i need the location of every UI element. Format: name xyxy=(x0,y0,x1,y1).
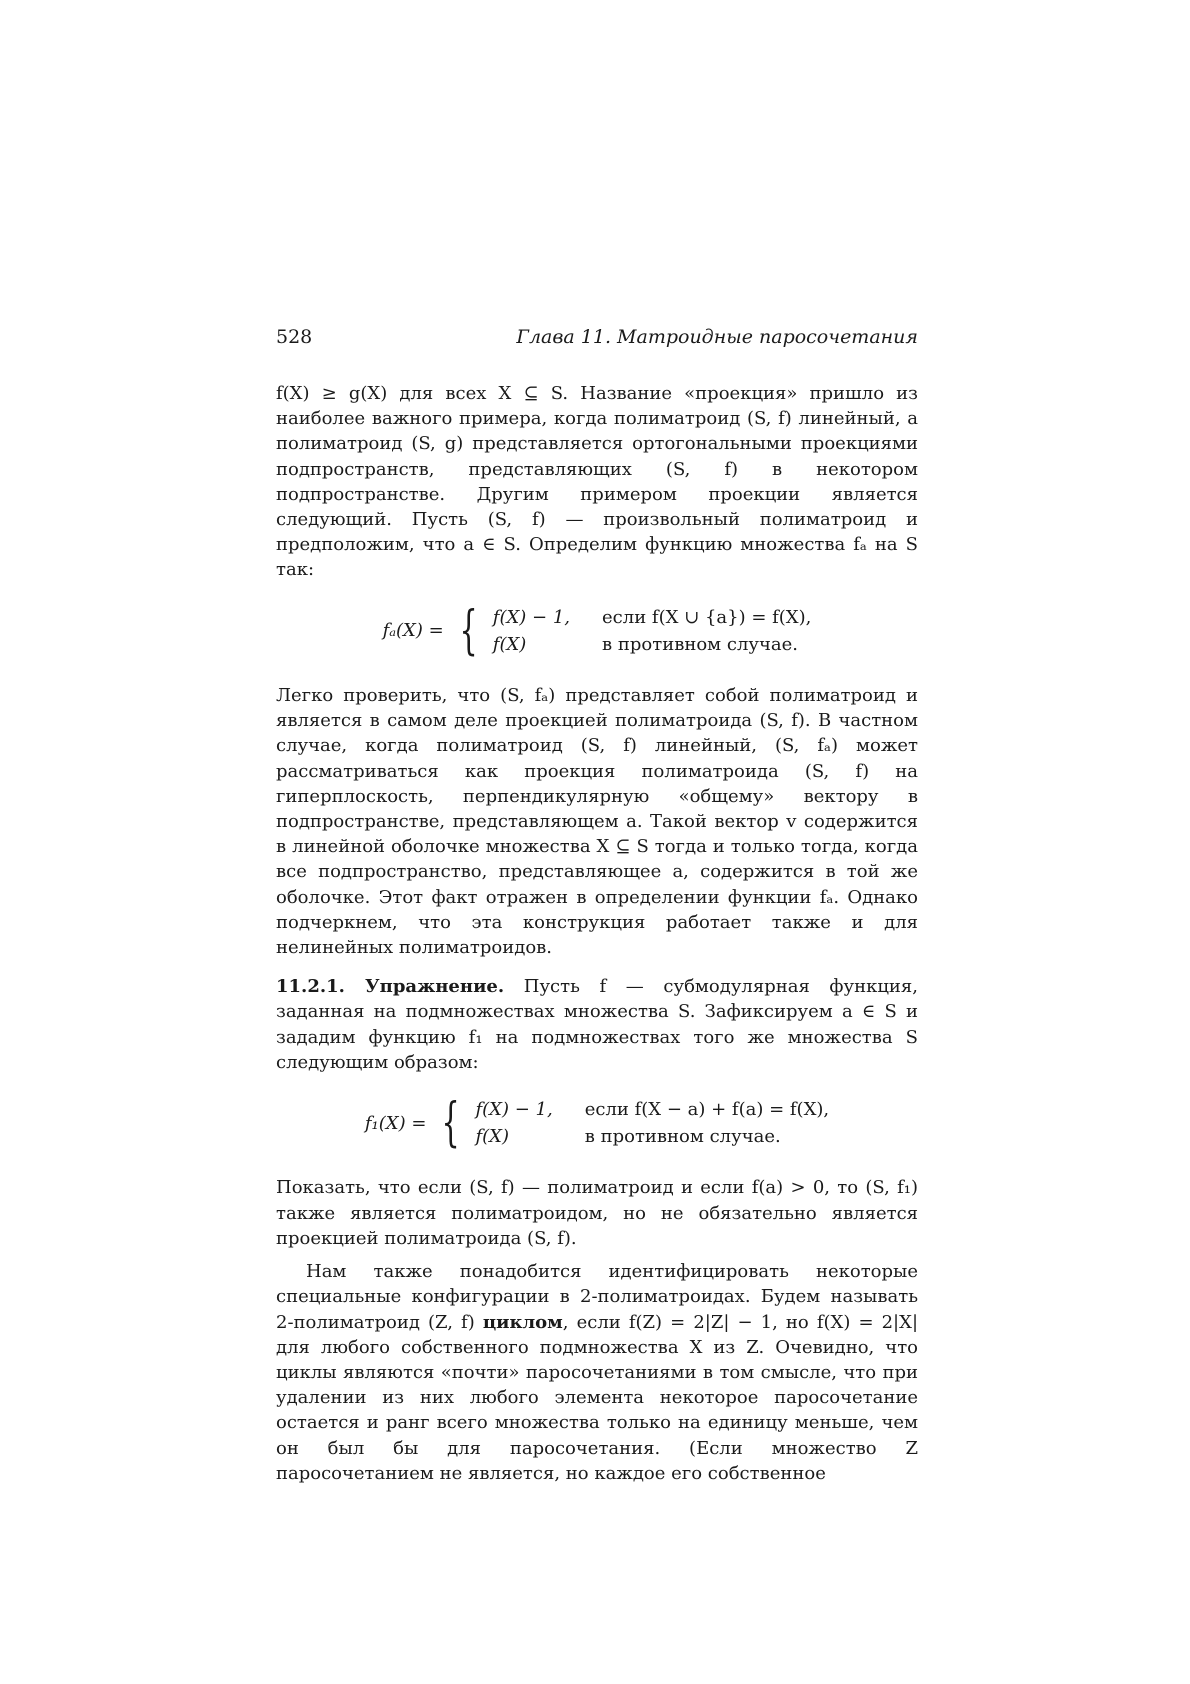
left-brace-icon: { xyxy=(441,1093,461,1154)
case-expression: f(X) − 1, xyxy=(475,1099,553,1121)
formula-lhs: f₁(X) = xyxy=(364,1112,427,1134)
case-expression: f(X) xyxy=(492,633,527,655)
page-body xyxy=(276,381,918,1486)
case-condition: в противном случае. xyxy=(602,633,799,655)
exercise-title: 11.2.1. Упражнение. xyxy=(276,976,505,998)
case-condition: в противном случае. xyxy=(584,1126,781,1148)
formula-cases xyxy=(493,605,812,657)
term-cycle: циклом xyxy=(482,1311,563,1333)
formula-f1-definition xyxy=(276,1093,918,1154)
case-condition: если f(X − a) + f(a) = f(X), xyxy=(584,1099,830,1121)
paragraph-projection-linear: Легко проверить, что (S, fₐ) представляет собой полиматроид и является в самом деле проекцией полиматроида (S, f). В частном случае, когда полиматроид (S, f) линейный, (S, fₐ) может рассматриваться как проекция полиматроида (S, f) на гиперплоскость, перпендикулярную «общему» вектору в подпространстве, представляющем a. Такой вектор v содержится в линейной оболочке множества X ⊆ S тогда и только тогда, когда все подпространство, представляющее a, содержится в той же оболочке. Этот факт отражен в определении функции fₐ. Однако подчеркнем, что эта конструкция работает также и для нелинейных полиматроидов. xyxy=(276,685,918,959)
left-brace-icon: { xyxy=(459,600,478,661)
formula-lhs: fₐ(X) = xyxy=(382,620,444,642)
running-title: Глава 11. Матроидные паросочетания xyxy=(516,326,918,348)
formula-fa-definition xyxy=(276,600,918,661)
page-number: 528 xyxy=(276,326,313,348)
cycles-text-before: Нам также понадобится идентифицировать некоторые специальные конфигурации в 2-полиматроидах. Будем называть 2-полиматроид (Z, f) xyxy=(276,1261,918,1333)
page-header xyxy=(276,326,918,348)
case-expression: f(X) xyxy=(475,1126,510,1148)
formula-cases xyxy=(476,1097,830,1149)
case-expression: f(X) − 1, xyxy=(492,606,571,628)
paragraph-projection-intro: f(X) ≥ g(X) для всех X ⊆ S. Название «проекция» пришло из наиболее важного примера, когда полиматроид (S, f) линейный, а полиматроид (S, g) представляется ортогональными проекциями подпространств, представляющих (S, f) в некотором подпространстве. Другим примером проекции является следующий. Пусть (S, f) — произвольный полиматроид и предположим, что a ∈ S. Определим функцию множества fₐ на S так: xyxy=(276,383,918,581)
cycles-text-after: , если f(Z) = 2|Z| − 1, но f(X) = 2|X| для любого собственного подмножества X из Z. Очевидно, что циклы являются «почти» паросочетаниями в том смысле, что при удалении из них любого элемента некоторое паросочетание остается и ранг всего множества только на единицу меньше, чем он был бы для паросочетания. (Если множество Z паросочетанием не является, но каждое его собственное xyxy=(276,1311,919,1484)
paragraph-cycles xyxy=(276,1259,918,1486)
case-condition: если f(X ∪ {a}) = f(X), xyxy=(602,606,812,628)
paragraph-exercise-task: Показать, что если (S, f) — полиматроид и если f(a) > 0, то (S, f₁) также является полиматроидом, но не обязательно является проекцией полиматроида (S, f). xyxy=(276,1177,918,1249)
exercise-text: Пусть f — субмодулярная функция, заданная на подмножествах множества S. Зафиксируем a ∈ S и зададим функцию f₁ на подмножествах того же множества S следующим образом: xyxy=(276,976,918,1073)
exercise-11-2-1 xyxy=(276,974,918,1075)
